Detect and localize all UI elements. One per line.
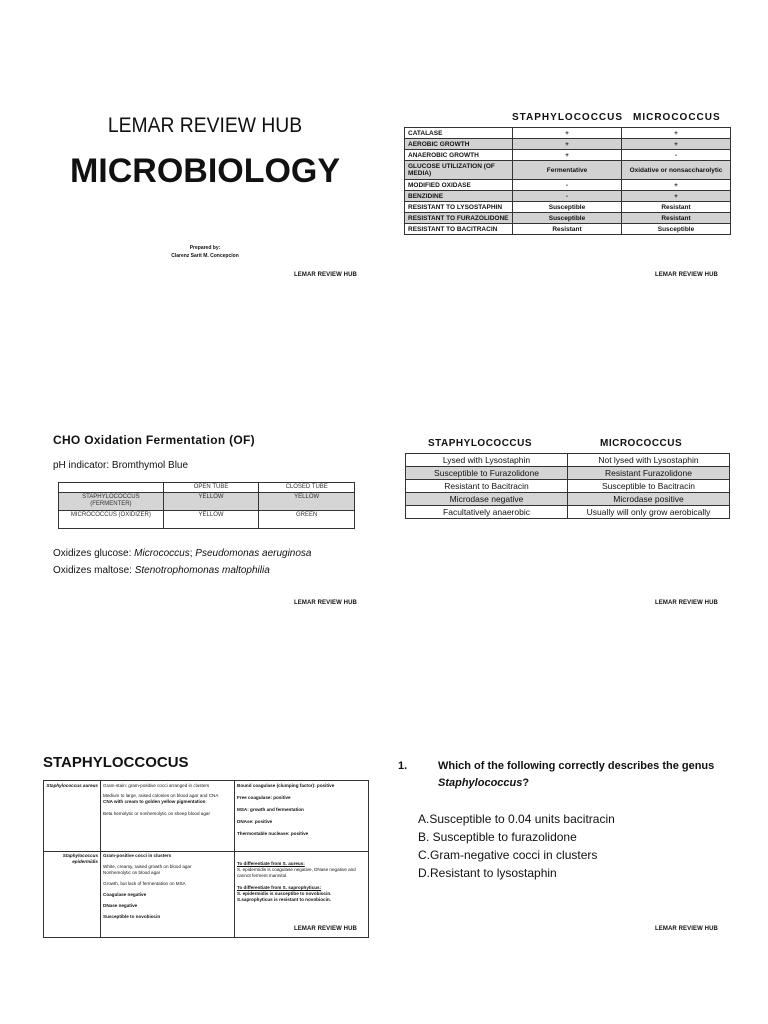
micro-cell: Oxidative or nonsaccharolytic (622, 161, 731, 180)
micro-cell: - (622, 150, 731, 161)
aureus-col-a (103, 783, 231, 817)
row-label: RESISTANT TO LYSOSTAPHIN (405, 202, 513, 213)
slide5-title: STAPHYLOCCOCUS (43, 754, 189, 771)
row-divider (44, 851, 368, 852)
organism-name: Micrococcus (134, 548, 190, 559)
list-item: S. epidermidis is coagulase negative, DNase negative and cannot ferment mannitol. (237, 867, 356, 878)
table-row (405, 128, 731, 139)
slide3-footer: LEMAR REVIEW HUB (294, 600, 357, 606)
author-name: Clarenz Sarit M. Concepcion (171, 253, 239, 259)
table-row (405, 213, 731, 224)
slide2-col-staph: STAPHYLOCOCCUS (512, 112, 624, 123)
row-label: MODIFIED OXIDASE (405, 180, 513, 191)
micro-cell: Usually will only grow aerobically (568, 506, 730, 519)
list-item: Growth, but lack of fermentation on MSA (103, 881, 186, 886)
option-d: D.Resistant to lysostaphin (418, 866, 557, 880)
genus-name: Staphylococcus (438, 777, 523, 789)
aureus-name: Staphylococcus aureus (46, 783, 98, 788)
micro-cell: Resistant (622, 213, 731, 224)
slide5-staph-table (43, 780, 369, 938)
table-row (59, 493, 355, 511)
column-divider (234, 781, 235, 937)
row-label: RESISTANT TO BACITRACIN (405, 224, 513, 235)
list-item: MSA: growth and fermentation (237, 807, 304, 812)
open-tube-cell: YELLOW (163, 511, 259, 529)
row-label: AEROBIC GROWTH (405, 139, 513, 150)
list-item: Susceptible to novobiocin (103, 914, 161, 919)
slide5-footer: LEMAR REVIEW HUB (294, 926, 357, 932)
staph-cell: Microdase negative (406, 493, 568, 506)
prepared-by-label: Prepared by: (189, 245, 221, 251)
staph-cell: - (513, 180, 622, 191)
slide3-of-table (58, 482, 355, 529)
micro-cell: + (622, 139, 731, 150)
question-number: 1. (398, 760, 408, 772)
table-row (405, 150, 731, 161)
option-a: A.Susceptible to 0.04 units bacitracin (418, 812, 615, 826)
staph-cell: + (513, 139, 622, 150)
list-item: Beta hemolytic or nonhemolytic on sheep blood agar (103, 811, 210, 816)
slide6-question (398, 758, 718, 792)
micro-cell: Not lysed with Lysostaphin (568, 454, 730, 467)
table-row (405, 224, 731, 235)
row-label: RESISTANT TO FURAZOLIDONE (405, 213, 513, 224)
label-text: Oxidizes maltose: (53, 565, 135, 576)
table-row (405, 139, 731, 150)
table-row (59, 511, 355, 529)
table-row (406, 480, 730, 493)
open-tube-cell: YELLOW (163, 493, 259, 511)
slide6-footer: LEMAR REVIEW HUB (655, 926, 718, 932)
list-item: DNAse: positive (237, 819, 273, 824)
row-label: ANAEROBIC GROWTH (405, 150, 513, 161)
row-label: GLUCOSE UTILIZATION (OF MEDIA) (405, 161, 513, 180)
label-text: Oxidizes glucose: (53, 548, 135, 559)
staph-cell: + (513, 128, 622, 139)
row-label: BENZIDINE (405, 191, 513, 202)
table-row (406, 454, 730, 467)
staph-cell: Facultatively anaerobic (406, 506, 568, 519)
staph-cell: Resistant (513, 224, 622, 235)
micro-cell: + (622, 180, 731, 191)
slide4-comparison-table (405, 453, 730, 519)
row-label: CATALASE (405, 128, 513, 139)
slide2-comparison-table (404, 127, 731, 235)
slide3-oxidizes-maltose (53, 565, 270, 576)
slide1-hub-title: LEMAR REVIEW HUB (107, 114, 303, 137)
table-row (405, 161, 731, 180)
micro-cell: Microdase positive (568, 493, 730, 506)
staph-cell: Resistant to Bacitracin (406, 480, 568, 493)
epidermidis-name: Staphylococcus epidermidis (62, 853, 98, 864)
slide1-prepared-by (0, 244, 410, 260)
column-divider (100, 781, 101, 937)
closed-tube-cell: YELLOW (259, 493, 355, 511)
list-item: Medium to large, raised colonies on blood agar and CNA (103, 793, 219, 798)
slide1-main-title: MICROBIOLOGY (69, 152, 341, 190)
slide3-oxidizes-glucose (53, 548, 312, 559)
slide2-col-micro: MICROCOCCUS (633, 112, 721, 123)
slide4-col-staph: STAPHYLOCOCCUS (428, 438, 533, 449)
list-item: S. epidermidis is susceptibe to novobiocin. S.saprophyticus is resistant to novobiocin. (237, 891, 332, 902)
list-item: Free coagulase: positive (237, 795, 291, 800)
staph-cell: Fermentative (513, 161, 622, 180)
staph-cell: - (513, 191, 622, 202)
staph-cell: + (513, 150, 622, 161)
slide1-footer: LEMAR REVIEW HUB (294, 272, 357, 278)
aureus-col-b (237, 783, 365, 837)
table-row (405, 191, 731, 202)
table-row (405, 180, 731, 191)
closed-tube-cell: GREEN (259, 511, 355, 529)
header-cell: OPEN TUBE (163, 483, 259, 493)
micro-cell: Susceptible to Bacitracin (568, 480, 730, 493)
organism-name: Stenotrophomonas maltophilia (134, 565, 270, 576)
section-title: To differentiate from S. saprophyticus: (237, 885, 322, 890)
list-item: Thermostable nuclease: positive (237, 831, 309, 836)
table-row (59, 483, 355, 493)
list-item: CNA with cream to golden yellow pigmentation (103, 799, 206, 804)
list-item: Bound coagulase (clumping factor): positive (237, 783, 335, 788)
slide2-footer: LEMAR REVIEW HUB (655, 272, 718, 278)
slide3-ph-indicator: pH indicator: Bromthymol Blue (53, 460, 189, 471)
table-row (406, 467, 730, 480)
question-text: Which of the following correctly describes the genus (438, 760, 715, 772)
list-item: Gram-stain: gram-positive cocci arranged in clusters (103, 783, 210, 788)
list-item: White, creamy, raised growth on blood agar (103, 864, 192, 869)
table-row (406, 493, 730, 506)
separator: ; (189, 548, 196, 559)
micro-cell: + (622, 128, 731, 139)
organism-cell: STAPHYLOCOCCUS (FERMENTER) (59, 493, 164, 511)
header-cell (59, 483, 164, 493)
table-row (406, 506, 730, 519)
epidermidis-col-a (103, 853, 231, 920)
table-row (405, 202, 731, 213)
organism-cell: MICROCOCCUS (OXIDIZER) (59, 511, 164, 529)
staph-cell: Lysed with Lysostaphin (406, 454, 568, 467)
section-title: To differentiate from S. aureus: (237, 861, 305, 866)
header-cell: CLOSED TUBE (259, 483, 355, 493)
epidermidis-col-b (237, 861, 365, 903)
list-item: Coagulase negative (103, 892, 147, 897)
slide4-footer: LEMAR REVIEW HUB (655, 600, 718, 606)
micro-cell: Resistant (622, 202, 731, 213)
option-b: B. Susceptible to furazolidone (418, 830, 577, 844)
slide3-title: CHO Oxidation Fermentation (OF) (53, 433, 255, 447)
micro-cell: Susceptible (622, 224, 731, 235)
micro-cell: + (622, 191, 731, 202)
list-item: Gram-positive cocci in clusters (103, 853, 172, 858)
staph-cell: Susceptible to Furazolidone (406, 467, 568, 480)
list-item: DNase negative (103, 903, 138, 908)
list-item: Nonhemolytic on blood agar (103, 870, 161, 875)
micro-cell: Resistant Furazolidone (568, 467, 730, 480)
staph-cell: Susceptible (513, 213, 622, 224)
staph-cell: Susceptible (513, 202, 622, 213)
option-c: C.Gram-negative cocci in clusters (418, 848, 598, 862)
slide4-col-micro: MICROCOCCUS (600, 438, 683, 449)
organism-name: Pseudomonas aeruginosa (195, 548, 312, 559)
question-mark: ? (522, 777, 530, 789)
